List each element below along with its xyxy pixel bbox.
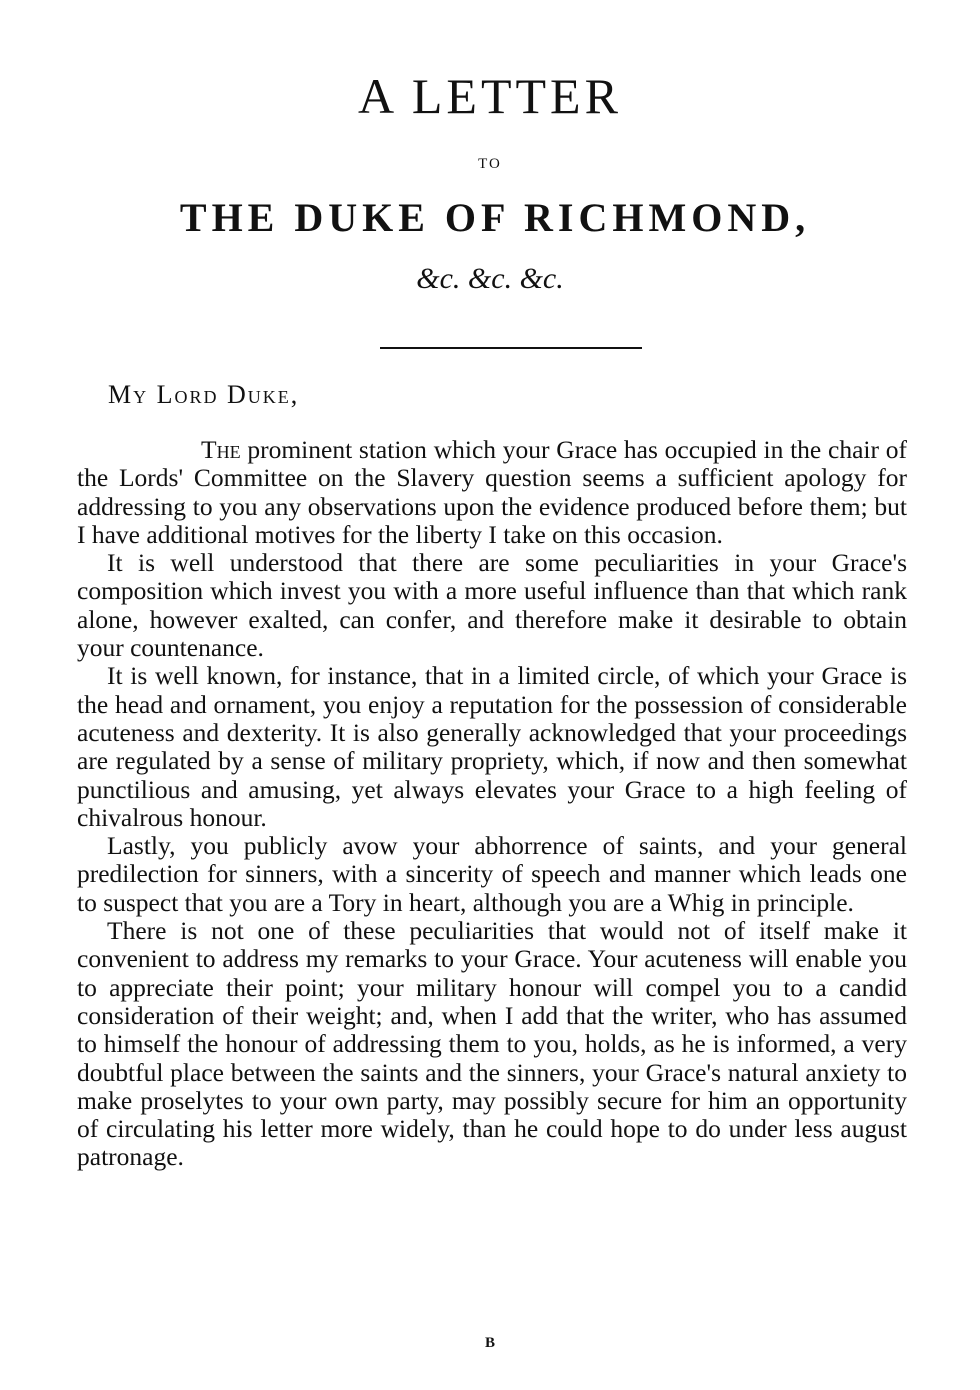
paragraph bbox=[77, 832, 907, 917]
page-title: A LETTER bbox=[358, 68, 622, 124]
paragraph bbox=[77, 917, 907, 1172]
drop-lead-word: The bbox=[201, 435, 241, 464]
paragraph bbox=[77, 549, 907, 662]
paragraph bbox=[77, 436, 907, 549]
paragraph-text: It is well understood that there are some peculiarities in your Grace's composition which invest you with a more useful influence than that which rank alone, however exalted, can confer, and therefore make it desirable to obtain your countenance. bbox=[77, 548, 907, 663]
paragraph bbox=[77, 662, 907, 832]
divider-rule bbox=[380, 347, 642, 349]
salutation: My Lord Duke, bbox=[108, 380, 300, 409]
addressee-heading: THE DUKE OF RICHMOND, bbox=[179, 195, 811, 240]
paragraph-text: It is well known, for instance, that in a limited circle, of which your Grace is the head and ornament, you enjoy a reputation for the possession of considerable acuteness and dexterity. It is also generally acknowledged that your proceedings are regulated by a sense of military propriety, which, if now and then somewhat punctilious and amusing, yet always elevates your Grace to a high feeling of chivalrous honour. bbox=[77, 661, 907, 832]
etc-line: &c. &c. &c. bbox=[416, 262, 564, 295]
paragraph-text: There is not one of these peculiarities that would not of itself make it convenient to address my remarks to your Grace. Your acuteness will enable you to appreciate their point; your military honour will compel you to a candid consideration of their weight; and, when I add that the writer, who has assumed to himself the honour of addressing them to you, holds, as he is informed, a very doubtful place between the saints and the sinners, your Grace's natural anxiety to make proselytes to your own party, may possibly secure for him an opportunity of circulating his letter more widely, than he could hope to do under less august patronage. bbox=[77, 916, 907, 1172]
paragraph-text: prominent station which your Grace has occupied in the chair of the Lords' Committee on the Slavery question seems a sufficient apology for addressing to you any observations upon the evidence produced before them; but I have additional motives for the liberty I take on this occasion. bbox=[77, 435, 907, 549]
to-label: TO bbox=[478, 156, 502, 172]
signature-mark: B bbox=[484, 1335, 495, 1351]
letter-body bbox=[77, 436, 907, 1172]
paragraph-text: Lastly, you publicly avow your abhorrence of saints, and your general predilection for sinners, with a sincerity of speech and manner which leads one to suspect that you are a Tory in heart, although you are a Whig in principle. bbox=[77, 831, 907, 917]
